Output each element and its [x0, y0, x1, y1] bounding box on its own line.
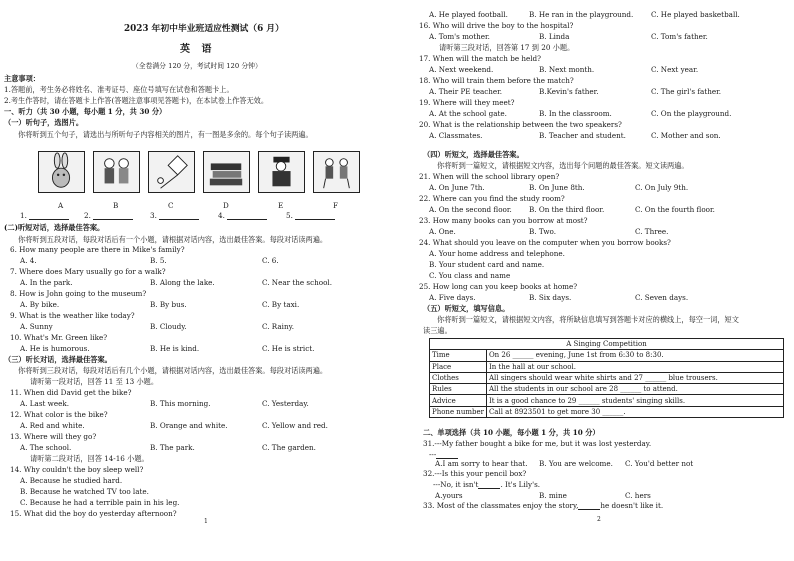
- table-row: [430, 372, 784, 383]
- question-24-option-a: A. Your home address and telephone.: [429, 249, 565, 258]
- question-9-option-b: B. Cloudy.: [150, 322, 187, 331]
- question-15: 15. What did the boy do yesterday afternoon?: [10, 509, 177, 518]
- question-31-option-a: A.I am sorry to hear that.: [435, 459, 528, 468]
- question-32-option-a: A.yours: [435, 491, 463, 500]
- question-20: 20. What is the relationship between the two speakers?: [419, 120, 622, 129]
- question-25-option-a: A. Five days.: [429, 293, 476, 302]
- question-23-option-c: C. Three.: [635, 227, 669, 236]
- question-8-option-a: A. By bike.: [20, 300, 60, 309]
- question-23: 23. How many books can you borrow at most?: [419, 216, 588, 225]
- section-2-instructions: 你将听到五段对话，每段对话后有一个小题，请根据对话内容，选出最佳答案。每段对话读两遍。: [18, 235, 328, 244]
- question-14-option-a: A. Because he studied hard.: [20, 476, 123, 485]
- picture-label-b: B: [113, 201, 119, 210]
- question-17-option-a: A. Next weekend.: [429, 65, 494, 74]
- picture-label-a: A: [58, 201, 64, 210]
- section-5-instructions-cont: 读三遍。: [423, 326, 452, 335]
- question-15-option-c: C. He played basketball.: [651, 10, 740, 19]
- question-31-response: ---: [429, 450, 458, 459]
- answer-blank-4: 4.: [218, 211, 267, 220]
- table-key: Clothes: [430, 372, 487, 383]
- right-page: [409, 0, 794, 561]
- question-13-option-c: C. The garden.: [262, 443, 316, 452]
- question-16: 16. Who will drive the boy to the hospital?: [419, 21, 574, 30]
- question-11: 11. When did David get the bike?: [10, 388, 132, 397]
- answer-blank-1: 1.: [20, 211, 69, 220]
- picture-label-d: D: [223, 201, 229, 210]
- question-16-option-c: C. Tom's father.: [651, 32, 708, 41]
- question-14: 14. Why couldn't the boy sleep well?: [10, 465, 144, 474]
- section-4-instructions: 你将听到一篇短文，请根据短文内容，选出每个问题的最佳答案。短文读两遍。: [437, 161, 689, 170]
- section-3-title: （三）听长对话，选择最佳答案。: [4, 355, 112, 364]
- section-3-instructions: 你将听到三段对话，每段对话后有几个小题，请根据对话内容，选出最佳答案。每段对话读两遍。: [18, 366, 328, 375]
- question-24-option-b: B. Your student card and name.: [429, 260, 545, 269]
- question-19-option-b: B. In the classroom.: [539, 109, 612, 118]
- table-caption-row: [430, 339, 784, 350]
- question-22: 22. Where can you find the study room?: [419, 194, 565, 203]
- question-32: 32.---Is this your pencil box?: [423, 469, 527, 478]
- question-25: 25. How long can you keep books at home?: [419, 282, 578, 291]
- question-23-option-a: A. One.: [429, 227, 456, 236]
- picture-label-c: C: [168, 201, 174, 210]
- question-31: 31.---My father bought a bike for me, but it was lost yesterday.: [423, 439, 652, 448]
- question-18: 18. Who will train them before the match?: [419, 76, 574, 85]
- question-23-option-b: B. Two.: [529, 227, 557, 236]
- question-17-option-b: B. Next month.: [539, 65, 595, 74]
- section-1-title: （一）听句子，选图片。: [4, 118, 84, 127]
- table-value: On 26 ______ evening, June 1st from 6:30 to 8:30.: [486, 350, 783, 361]
- exam-info: （全卷满分 120 分，考试时间 120 分钟）: [132, 62, 262, 70]
- question-6-option-a: A. 4.: [20, 256, 37, 265]
- table-key: Time: [430, 350, 487, 361]
- table-key: Advice: [430, 395, 487, 406]
- section-1-instructions: 你将听到五个句子，请选出与所听句子内容相关的图片，有一图是多余的。每个句子读两遍。: [18, 130, 313, 139]
- exam-title: 2023 年初中毕业班适应性测试（6 月）: [124, 24, 284, 34]
- subject-title: 英 语: [180, 44, 216, 55]
- question-7: 7. Where does Mary usually go for a walk?: [10, 267, 166, 276]
- section-3-part-2: 请听第二段对话，回答 14-16 小题。: [30, 454, 149, 463]
- section-5-instructions: 你将听到一篇短文，请根据短文内容，将所缺信息填写到答题卡对应的横线上，每空一词，短文: [437, 315, 739, 324]
- question-9-option-c: C. Rainy.: [262, 322, 294, 331]
- table-row: [430, 361, 784, 372]
- question-6-option-c: C. 6.: [262, 256, 279, 265]
- section-4-title: （四）听短文，选择最佳答案。: [423, 150, 524, 159]
- table-value: All the students in our school are 28 ______ to attend.: [486, 384, 783, 395]
- question-10: 10. What's Mr. Green like?: [10, 333, 108, 342]
- section-2-title: (二)听短对话，选择最佳答案。: [4, 223, 105, 232]
- table-value: All singers should wear white shirts and 27 ______ blue trousers.: [486, 372, 783, 383]
- answer-blank-3: 3.: [150, 211, 199, 220]
- dancers-icon: [313, 151, 360, 193]
- police-icon: [258, 151, 305, 193]
- question-20-option-c: C. Mother and son.: [651, 131, 721, 140]
- table-row: [430, 406, 784, 417]
- question-9-option-a: A. Sunny: [20, 322, 53, 331]
- table-row: [430, 384, 784, 395]
- page-number-right: 2: [597, 516, 601, 523]
- table-key: Place: [430, 361, 487, 372]
- question-6: 6. How many people are there in Mike's family?: [10, 245, 185, 254]
- picture-label-e: E: [278, 201, 284, 210]
- section-5-title: （五）听短文，填写信息。: [423, 304, 510, 313]
- table-row: [430, 350, 784, 361]
- question-22-option-c: C. On the fourth floor.: [635, 205, 715, 214]
- question-31-option-c: C. You'd better not: [625, 459, 694, 468]
- question-20-option-a: A. Classmates.: [429, 131, 483, 140]
- question-8-option-c: C. By taxi.: [262, 300, 300, 309]
- question-17: 17. When will the match be held?: [419, 54, 541, 63]
- question-24-option-c: C. You class and name: [429, 271, 511, 280]
- table-key: Phone number: [430, 406, 487, 417]
- question-6-option-b: B. 5.: [150, 256, 167, 265]
- question-25-option-b: B. Six days.: [529, 293, 572, 302]
- table-value: Call at 8923501 to get more 30 ______.: [486, 406, 783, 417]
- books-icon: [203, 151, 250, 193]
- question-19-option-a: A. At the school gate.: [429, 109, 507, 118]
- page-number-left: 1: [204, 518, 208, 525]
- question-8: 8. How is John going to the museum?: [10, 289, 147, 298]
- question-13: 13. Where will they go?: [10, 432, 97, 441]
- question-16-option-b: B. Linda: [539, 32, 570, 41]
- question-18-option-b: B.Kevin's father.: [539, 87, 599, 96]
- question-32-option-b: B. mine: [539, 491, 567, 500]
- question-12-option-a: A. Red and white.: [20, 421, 85, 430]
- question-13-option-b: B. The park.: [150, 443, 195, 452]
- question-7-option-a: A. In the park.: [20, 278, 73, 287]
- question-8-option-b: B. By bus.: [150, 300, 187, 309]
- table-caption: A Singing Competition: [430, 339, 784, 350]
- question-21: 21. When will the school library open?: [419, 172, 560, 181]
- question-32-option-c: C. hers: [625, 491, 651, 500]
- question-18-option-c: C. The girl's father.: [651, 87, 722, 96]
- children-icon: [93, 151, 140, 193]
- table-key: Rules: [430, 384, 487, 395]
- picture-label-f: F: [333, 201, 338, 210]
- question-21-option-b: B. On June 8th.: [529, 183, 585, 192]
- question-25-option-c: C. Seven days.: [635, 293, 689, 302]
- question-14-option-c: C. Because he had a terrible pain in his leg.: [20, 498, 180, 507]
- question-14-option-b: B. Because he watched TV too late.: [20, 487, 149, 496]
- question-22-option-b: B. On the third floor.: [529, 205, 605, 214]
- question-12-option-c: C. Yellow and red.: [262, 421, 328, 430]
- question-33: 33. Most of the classmates enjoy the story, he doesn't like it.: [423, 501, 664, 510]
- question-10-option-c: C. He is strict.: [262, 344, 315, 353]
- section-3-part-1: 请听第一段对话，回答 11 至 13 小题。: [30, 377, 159, 386]
- question-19: 19. Where will they meet?: [419, 98, 515, 107]
- notes-title: 主意事项：: [4, 74, 40, 83]
- question-9: 9. What is the weather like today?: [10, 311, 135, 320]
- question-7-option-c: C. Near the school.: [262, 278, 332, 287]
- note-1: 1.答题前，考生务必将姓名、准考证号、座位号填写在试卷和答题卡上。: [4, 85, 234, 94]
- question-24: 24. What should you leave on the computer when you borrow books?: [419, 238, 671, 247]
- rabbit-icon: [38, 151, 85, 193]
- listening-section-heading: 一、听力（共 30 小题，每小题 1 分，共 30 分）: [4, 107, 167, 116]
- question-11-option-c: C. Yesterday.: [262, 399, 309, 408]
- question-12: 12. What color is the bike?: [10, 410, 108, 419]
- singing-competition-table: [429, 338, 784, 418]
- question-20-option-b: B. Teacher and student.: [539, 131, 626, 140]
- question-19-option-c: C. On the playground.: [651, 109, 732, 118]
- question-32-response: ---No, it isn't . It's Lily's.: [433, 480, 541, 489]
- question-31-option-b: B. You are welcome.: [539, 459, 613, 468]
- question-21-option-c: C. On July 9th.: [635, 183, 689, 192]
- table-row: [430, 395, 784, 406]
- question-15-option-a: A. He played football.: [429, 10, 508, 19]
- question-16-option-a: A. Tom's mother.: [429, 32, 490, 41]
- question-15-option-b: B. He ran in the playground.: [529, 10, 634, 19]
- kite-icon: [148, 151, 195, 193]
- answer-blank-2: 2.: [84, 211, 133, 220]
- table-value: It is a good chance to 29 ______ students' singing skills.: [486, 395, 783, 406]
- answer-blank-5: 5.: [286, 211, 335, 220]
- question-18-option-a: A. Their PE teacher.: [429, 87, 503, 96]
- question-10-option-b: B. He is kind.: [150, 344, 200, 353]
- question-21-option-a: A. On June 7th.: [429, 183, 485, 192]
- note-2: 2.考生作答时，请在答题卡上作答(答题注意事项见答题卡)，在本试卷上作答无效。: [4, 96, 269, 105]
- question-22-option-a: A. On the second floor.: [429, 205, 512, 214]
- question-17-option-c: C. Next year.: [651, 65, 699, 74]
- question-11-option-b: B. This morning.: [150, 399, 211, 408]
- table-value: In the hall at our school.: [486, 361, 783, 372]
- question-12-option-b: B. Orange and white.: [150, 421, 228, 430]
- question-7-option-b: B. Along the lake.: [150, 278, 215, 287]
- section-3-part-3: 请听第三段对话，回答第 17 到 20 小题。: [439, 43, 575, 52]
- section-6-title: 二、单项选择（共 10 小题，每小题 1 分，共 10 分）: [423, 428, 600, 437]
- question-13-option-a: A. The school.: [20, 443, 72, 452]
- question-11-option-a: A. Last week.: [20, 399, 69, 408]
- question-10-option-a: A. He is humorous.: [20, 344, 90, 353]
